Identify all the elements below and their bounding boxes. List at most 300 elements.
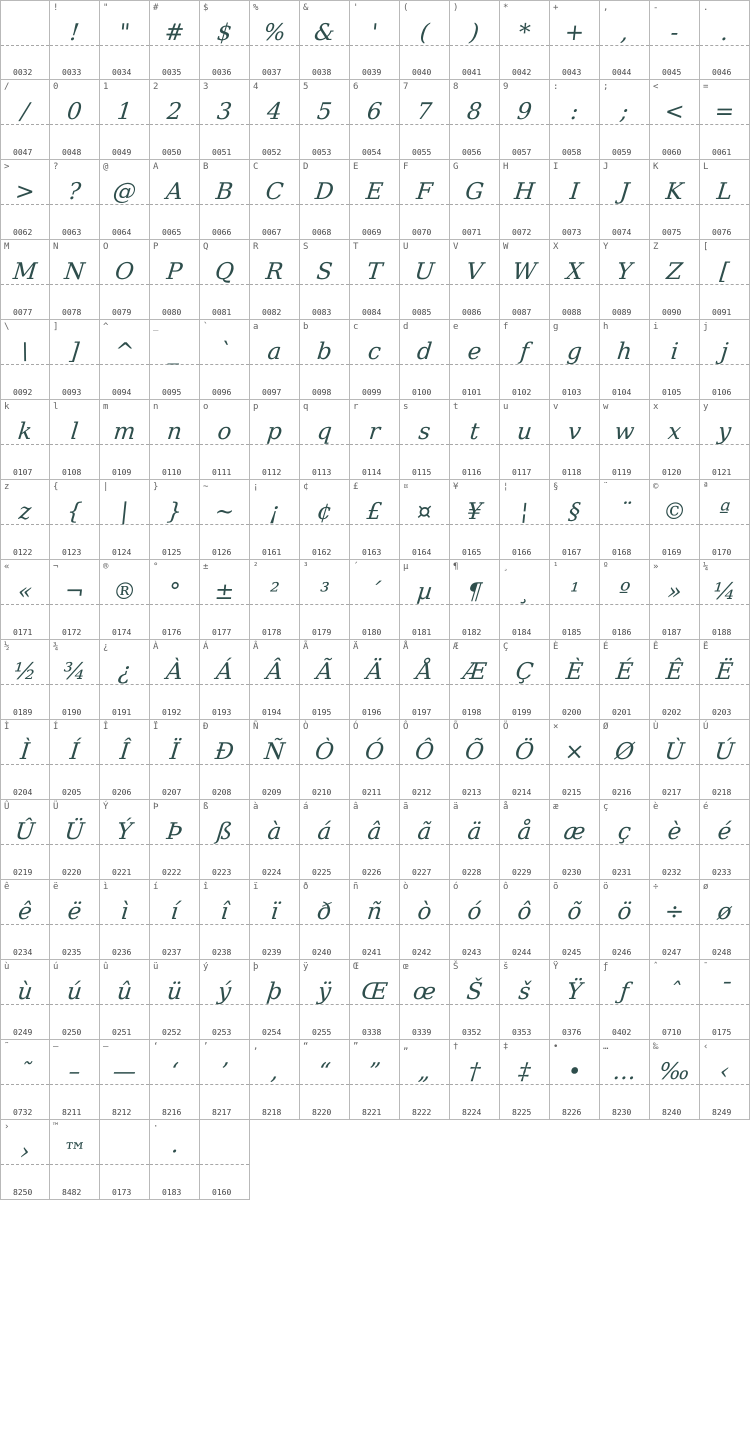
- glyph-cell-label: ò: [403, 882, 409, 892]
- glyph-code: 0213: [462, 788, 482, 797]
- glyph-cell: [300, 720, 350, 800]
- glyph-cell-label: —: [103, 1042, 109, 1052]
- glyph-cell-label: §: [553, 482, 559, 492]
- glyph-sample: Q: [213, 259, 236, 285]
- glyph-code: 0082: [262, 308, 282, 317]
- glyph-code: 0107: [13, 468, 33, 477]
- glyph-sample: Ï: [168, 739, 181, 765]
- glyph-cell-label: {: [53, 482, 59, 492]
- glyph-sample: ƒ: [618, 979, 631, 1005]
- glyph-code: 0076: [712, 228, 732, 237]
- glyph-cell-label: G: [453, 162, 459, 172]
- glyph-sample: ‘: [169, 1059, 180, 1085]
- glyph-cell: [250, 560, 300, 640]
- glyph-cell: [300, 480, 350, 560]
- glyph-code: 0075: [662, 228, 682, 237]
- glyph-cell-label: Í: [53, 722, 59, 732]
- glyph-sample: Â: [264, 659, 285, 685]
- glyph-code: 0236: [112, 948, 132, 957]
- glyph-cell-label: M: [4, 242, 10, 252]
- glyph-cell-label: \: [4, 322, 10, 332]
- glyph-cell-label: X: [553, 242, 559, 252]
- glyph-code: 0033: [62, 68, 82, 77]
- glyph-cell-label: õ: [553, 882, 559, 892]
- glyph-cell-label: ¬: [53, 562, 59, 572]
- glyph-sample: ¬: [63, 579, 86, 605]
- glyph-cell-label: ø: [703, 882, 709, 892]
- glyph-code: 0201: [612, 708, 632, 717]
- glyph-cell: [150, 720, 200, 800]
- glyph-cell-label: µ: [403, 562, 409, 572]
- glyph-cell: [650, 240, 700, 320]
- glyph-cell: [600, 1040, 650, 1120]
- glyph-cell: [0, 240, 50, 320]
- glyph-sample: P: [165, 259, 184, 285]
- glyph-cell-label: ½: [4, 642, 10, 652]
- glyph-cell: [600, 160, 650, 240]
- glyph-cell: [350, 1040, 400, 1120]
- glyph-code: 8224: [462, 1108, 482, 1117]
- glyph-cell: [650, 800, 700, 880]
- glyph-code: 0224: [262, 868, 282, 877]
- glyph-cell-label: £: [353, 482, 359, 492]
- glyph-sample: §: [567, 499, 582, 525]
- glyph-sample: 6: [365, 99, 384, 125]
- glyph-code: 0196: [362, 708, 382, 717]
- glyph-cell: [500, 720, 550, 800]
- glyph-code: 0179: [312, 628, 332, 637]
- glyph-sample: Ü: [63, 819, 86, 845]
- glyph-cell-label: À: [153, 642, 159, 652]
- glyph-code: 0207: [162, 788, 182, 797]
- glyph-code: 0108: [62, 468, 82, 477]
- glyph-cell-label: ƒ: [603, 962, 609, 972]
- glyph-cell: [50, 160, 100, 240]
- glyph-sample: Š: [465, 979, 484, 1005]
- glyph-sample: 9: [515, 99, 534, 125]
- glyph-cell: [650, 0, 700, 80]
- glyph-cell-label: ÷: [653, 882, 659, 892]
- glyph-code: 0077: [13, 308, 33, 317]
- glyph-cell: [50, 960, 100, 1040]
- glyph-sample: Œ: [360, 979, 389, 1005]
- glyph-code: 0073: [562, 228, 582, 237]
- glyph-code: 0200: [562, 708, 582, 717]
- glyph-cell: [500, 80, 550, 160]
- glyph-cell-label: R: [253, 242, 259, 252]
- glyph-sample: b: [315, 339, 334, 365]
- glyph-cell: [700, 720, 750, 800]
- glyph-code: 0054: [362, 148, 382, 157]
- glyph-code: 0249: [13, 1028, 33, 1037]
- glyph-cell: [250, 400, 300, 480]
- glyph-code: 0093: [62, 388, 82, 397]
- glyph-cell: [250, 640, 300, 720]
- glyph-cell: [700, 80, 750, 160]
- glyph-code: 0246: [612, 948, 632, 957]
- glyph-cell-label: _: [153, 322, 159, 332]
- glyph-cell: [600, 960, 650, 1040]
- glyph-sample: t: [468, 419, 481, 445]
- glyph-sample: å: [516, 819, 533, 845]
- glyph-cell: [600, 640, 650, 720]
- glyph-sample: ¹: [568, 579, 581, 605]
- glyph-sample: ”: [367, 1059, 382, 1085]
- glyph-cell: [550, 640, 600, 720]
- glyph-code: 0040: [412, 68, 432, 77]
- glyph-sample: 3: [215, 99, 234, 125]
- glyph-cell-label: p: [253, 402, 259, 412]
- glyph-cell-label: F: [403, 162, 409, 172]
- glyph-sample: ¨: [617, 499, 632, 525]
- glyph-cell: [350, 240, 400, 320]
- glyph-cell: [300, 80, 350, 160]
- glyph-cell: [200, 960, 250, 1040]
- glyph-code: 0226: [362, 868, 382, 877]
- glyph-code: 0061: [712, 148, 732, 157]
- glyph-cell: [400, 80, 450, 160]
- glyph-sample: *: [517, 20, 532, 46]
- glyph-cell: [500, 800, 550, 880]
- glyph-sample: —: [111, 1059, 138, 1085]
- glyph-cell-label: é: [703, 802, 709, 812]
- glyph-code: 0038: [312, 68, 332, 77]
- glyph-cell: [200, 80, 250, 160]
- glyph-cell: [400, 160, 450, 240]
- glyph-cell-label: š: [503, 962, 509, 972]
- glyph-sample: ã: [416, 819, 433, 845]
- glyph-cell: [500, 400, 550, 480]
- glyph-cell-label: r: [353, 402, 359, 412]
- glyph-cell-label: !: [53, 3, 59, 13]
- glyph-cell-label: 5: [303, 82, 309, 92]
- glyph-code: 0162: [312, 548, 332, 557]
- glyph-cell-label: ": [103, 3, 109, 13]
- glyph-cell-label: –: [53, 1042, 59, 1052]
- glyph-cell: [0, 960, 50, 1040]
- glyph-cell-label: ³: [303, 562, 309, 572]
- glyph-code: 0218: [712, 788, 732, 797]
- glyph-code: 0103: [562, 388, 582, 397]
- glyph-sample: 5: [315, 99, 334, 125]
- glyph-cell-label: ß: [203, 802, 209, 812]
- glyph-cell: [300, 400, 350, 480]
- glyph-cell-label: ð: [303, 882, 309, 892]
- glyph-cell: [250, 80, 300, 160]
- glyph-code: 0175: [712, 1028, 732, 1037]
- glyph-code: 0244: [512, 948, 532, 957]
- glyph-cell: [450, 720, 500, 800]
- glyph-sample: &: [312, 20, 337, 46]
- glyph-cell-label: ÿ: [303, 962, 309, 972]
- glyph-code: 0124: [112, 548, 132, 557]
- glyph-cell-label: Á: [203, 642, 209, 652]
- glyph-cell: [400, 240, 450, 320]
- glyph-cell: [650, 640, 700, 720]
- glyph-cell-label: ;: [603, 82, 609, 92]
- glyph-cell-label: Ÿ: [553, 962, 559, 972]
- glyph-sample: M: [11, 259, 39, 285]
- glyph-code: 0164: [412, 548, 432, 557]
- glyph-sample: Ê: [664, 659, 685, 685]
- glyph-cell: [150, 960, 200, 1040]
- glyph-cell: [350, 800, 400, 880]
- glyph-cell-label: í: [153, 882, 159, 892]
- glyph-cell: [50, 1040, 100, 1120]
- glyph-cell: [500, 640, 550, 720]
- glyph-cell: [100, 480, 150, 560]
- glyph-sample: B: [214, 179, 235, 205]
- glyph-cell-label: ~: [203, 482, 209, 492]
- glyph-cell: [350, 560, 400, 640]
- glyph-cell: [600, 560, 650, 640]
- glyph-cell: [500, 880, 550, 960]
- glyph-cell: [550, 160, 600, 240]
- glyph-sample: o: [216, 419, 233, 445]
- glyph-sample: ±: [213, 579, 236, 605]
- glyph-code: 0047: [13, 148, 33, 157]
- glyph-sample: æ: [562, 819, 587, 845]
- glyph-sample: à: [266, 819, 283, 845]
- glyph-code: 0167: [562, 548, 582, 557]
- glyph-cell-label: w: [603, 402, 609, 412]
- glyph-sample: è: [666, 819, 683, 845]
- glyph-sample: µ: [415, 579, 434, 605]
- glyph-cell: [350, 640, 400, 720]
- glyph-cell-label: “: [303, 1042, 309, 1052]
- glyph-code: 0243: [462, 948, 482, 957]
- glyph-cell: [350, 720, 400, 800]
- glyph-sample: ): [468, 20, 481, 46]
- glyph-cell-label: Z: [653, 242, 659, 252]
- glyph-sample: e: [466, 339, 483, 365]
- glyph-cell-label: É: [603, 642, 609, 652]
- glyph-sample: ¾: [61, 659, 88, 685]
- glyph-cell: [150, 240, 200, 320]
- glyph-sample: |: [119, 499, 130, 525]
- glyph-sample: Ó: [363, 739, 386, 765]
- glyph-code: 0059: [612, 148, 632, 157]
- glyph-sample: 1: [115, 99, 134, 125]
- glyph-cell: [400, 640, 450, 720]
- glyph-cell: [400, 480, 450, 560]
- glyph-cell-label: á: [303, 802, 309, 812]
- glyph-sample: ó: [466, 899, 483, 925]
- glyph-cell: [700, 800, 750, 880]
- glyph-cell: [300, 640, 350, 720]
- glyph-sample: Ý: [115, 819, 134, 845]
- glyph-sample: Ô: [413, 739, 436, 765]
- glyph-sample: ç: [616, 819, 633, 845]
- glyph-cell: [450, 320, 500, 400]
- glyph-cell-label: ‚: [253, 1042, 259, 1052]
- glyph-cell-label: ®: [103, 562, 109, 572]
- glyph-sample: +: [563, 20, 586, 46]
- glyph-sample: ¸: [517, 579, 532, 605]
- glyph-cell-label: ï: [253, 882, 259, 892]
- glyph-sample: À: [164, 659, 185, 685]
- glyph-cell-label: *: [503, 3, 509, 13]
- glyph-cell-label: °: [153, 562, 159, 572]
- glyph-cell: [100, 320, 150, 400]
- glyph-cell: [250, 160, 300, 240]
- glyph-cell: [650, 160, 700, 240]
- glyph-cell-label: Ë: [703, 642, 709, 652]
- glyph-cell-label: Š: [453, 962, 459, 972]
- glyph-code: 0037: [262, 68, 282, 77]
- glyph-sample: ý: [216, 979, 233, 1005]
- glyph-cell: [100, 1040, 150, 1120]
- glyph-sample: š: [517, 979, 532, 1005]
- glyph-cell-label: ä: [453, 802, 459, 812]
- glyph-cell-label: ]: [53, 322, 59, 332]
- glyph-cell: [250, 320, 300, 400]
- glyph-code: 8225: [512, 1108, 532, 1117]
- glyph-sample: È: [564, 659, 585, 685]
- glyph-code: 0238: [212, 948, 232, 957]
- glyph-code: 0206: [112, 788, 132, 797]
- glyph-cell-label: Œ: [353, 962, 359, 972]
- glyph-cell: [300, 240, 350, 320]
- glyph-cell: [150, 640, 200, 720]
- glyph-cell: [150, 1120, 200, 1200]
- glyph-cell-label: ^: [103, 322, 109, 332]
- glyph-cell: [250, 0, 300, 80]
- glyph-sample: –: [67, 1059, 82, 1085]
- glyph-code: 0251: [112, 1028, 132, 1037]
- glyph-code: 0099: [362, 388, 382, 397]
- glyph-code: 0111: [212, 468, 232, 477]
- glyph-sample: ‚: [269, 1059, 280, 1085]
- glyph-sample: ´: [367, 579, 382, 605]
- glyph-cell-label: i: [653, 322, 659, 332]
- glyph-sample: ÿ: [316, 979, 333, 1005]
- glyph-sample: ®: [111, 579, 138, 605]
- glyph-cell-label: º: [603, 562, 609, 572]
- glyph-cell: [550, 0, 600, 80]
- glyph-code: 0181: [412, 628, 432, 637]
- glyph-cell-label: ?: [53, 162, 59, 172]
- glyph-sample: 4: [265, 99, 284, 125]
- glyph-code: 0231: [612, 868, 632, 877]
- glyph-cell: [0, 800, 50, 880]
- glyph-sample: ·: [169, 1139, 180, 1165]
- glyph-code: 0032: [13, 68, 33, 77]
- glyph-sample: n: [165, 419, 184, 445]
- glyph-code: 0110: [162, 468, 182, 477]
- glyph-cell: [650, 480, 700, 560]
- glyph-cell-label: b: [303, 322, 309, 332]
- glyph-sample: Õ: [463, 739, 486, 765]
- glyph-cell: [600, 80, 650, 160]
- glyph-cell: [100, 960, 150, 1040]
- glyph-sample: ": [117, 20, 132, 46]
- glyph-cell-label: d: [403, 322, 409, 332]
- glyph-sample: Ì: [19, 739, 31, 765]
- glyph-sample: A: [164, 179, 185, 205]
- glyph-cell-label: -: [653, 3, 659, 13]
- glyph-cell-label: C: [253, 162, 259, 172]
- glyph-cell: [500, 1040, 550, 1120]
- glyph-cell-label: 0: [53, 82, 59, 92]
- glyph-cell: [250, 800, 300, 880]
- glyph-sample: Z: [665, 259, 684, 285]
- glyph-sample: ò: [416, 899, 433, 925]
- glyph-cell-label: l: [53, 402, 59, 412]
- glyph-sample: R: [264, 259, 285, 285]
- glyph-sample: …: [611, 1059, 638, 1085]
- glyph-sample: Æ: [461, 659, 488, 685]
- glyph-code: 0221: [112, 868, 132, 877]
- glyph-cell-label: ç: [603, 802, 609, 812]
- glyph-code: 0183: [162, 1188, 182, 1197]
- glyph-code: 0247: [662, 948, 682, 957]
- glyph-cell: [650, 320, 700, 400]
- glyph-code: 0089: [612, 308, 632, 317]
- glyph-code: 0036: [212, 68, 232, 77]
- glyph-sample: «: [16, 579, 34, 605]
- glyph-code: 8217: [212, 1108, 232, 1117]
- glyph-code: 0092: [13, 388, 33, 397]
- glyph-cell: [300, 880, 350, 960]
- glyph-cell-label: ¯: [703, 962, 709, 972]
- glyph-cell: [650, 960, 700, 1040]
- glyph-code: 0105: [662, 388, 682, 397]
- glyph-cell-label: 8: [453, 82, 459, 92]
- glyph-sample: “: [317, 1059, 332, 1085]
- glyph-code: 0039: [362, 68, 382, 77]
- glyph-code: 0191: [112, 708, 132, 717]
- glyph-cell: [550, 80, 600, 160]
- glyph-sample: ,: [619, 20, 630, 46]
- glyph-code: 0255: [312, 1028, 332, 1037]
- glyph-cell: [50, 320, 100, 400]
- glyph-cell-label: ú: [53, 962, 59, 972]
- glyph-code: 0199: [512, 708, 532, 717]
- glyph-cell: [550, 400, 600, 480]
- glyph-code: 0109: [112, 468, 132, 477]
- glyph-cell: [550, 720, 600, 800]
- glyph-code: 0113: [312, 468, 332, 477]
- glyph-sample: ñ: [365, 899, 384, 925]
- glyph-cell-label: &: [303, 3, 309, 13]
- glyph-cell-label: Ü: [53, 802, 59, 812]
- glyph-cell-label: ›: [4, 1122, 10, 1132]
- glyph-cell: [700, 0, 750, 80]
- glyph-cell-label: 7: [403, 82, 409, 92]
- glyph-sample: h: [615, 339, 634, 365]
- glyph-sample: Ÿ: [565, 979, 584, 1005]
- glyph-cell: [600, 800, 650, 880]
- glyph-code: 0216: [612, 788, 632, 797]
- glyph-sample: á: [316, 819, 333, 845]
- glyph-cell: [150, 320, 200, 400]
- glyph-cell-label: ±: [203, 562, 209, 572]
- glyph-cell-label: Ð: [203, 722, 209, 732]
- glyph-code: 0205: [62, 788, 82, 797]
- glyph-cell-label: `: [203, 322, 209, 332]
- glyph-cell: [600, 320, 650, 400]
- glyph-cell: [700, 320, 750, 400]
- glyph-cell-label: t: [453, 402, 459, 412]
- glyph-sample: î: [219, 899, 230, 925]
- glyph-code: 0065: [162, 228, 182, 237]
- glyph-code: 0215: [562, 788, 582, 797]
- glyph-cell-label: ñ: [353, 882, 359, 892]
- glyph-cell: [200, 160, 250, 240]
- glyph-sample: º: [617, 579, 632, 605]
- glyph-code: 0188: [712, 628, 732, 637]
